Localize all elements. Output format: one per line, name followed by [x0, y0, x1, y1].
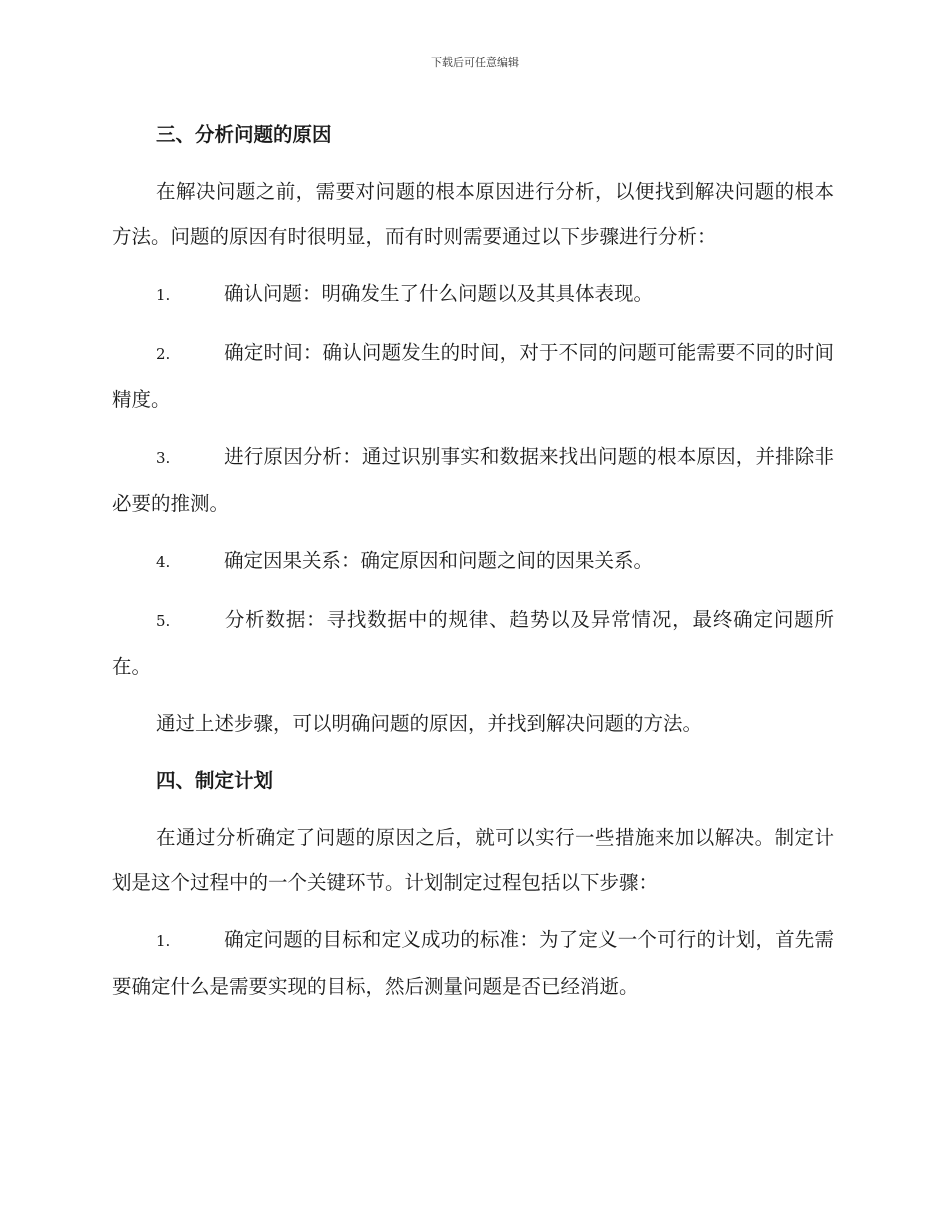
list-item-text: 确定因果关系：确定原因和问题之间的因果关系。: [224, 549, 654, 572]
section-3-intro: 在解决问题之前，需要对问题的根本原因进行分析，以便找到解决问题的根本方法。问题的原因有时很明显，而有时则需要通过以下步骤进行分析：: [112, 180, 834, 248]
list-number: 5.: [156, 612, 171, 630]
list-item: [112, 271, 834, 318]
list-number: 4.: [156, 553, 171, 571]
list-item-text: 分析数据：寻找数据中的规律、趋势以及异常情况，最终确定问题所在。: [112, 608, 834, 678]
list-number: 3.: [156, 449, 171, 467]
section-3-conclusion: 通过上述步骤，可以明确问题的原因，并找到解决问题的方法。: [156, 712, 703, 735]
list-number: 1.: [156, 286, 171, 304]
document-body: [112, 112, 834, 1021]
list-item-text: 确认问题：明确发生了什么问题以及其具体表现。: [224, 282, 654, 305]
list-item: [112, 917, 834, 1009]
page-header: 下载后可任意编辑: [431, 56, 519, 69]
list-item: [112, 434, 834, 526]
list-item-text: 确定时间：确认问题发生的时间，对于不同的问题可能需要不同的时间精度。: [112, 341, 834, 411]
list-item: [112, 597, 834, 689]
list-item-text: 确定问题的目标和定义成功的标准：为了定义一个可行的计划，首先需要确定什么是需要实现的目标，然后测量问题是否已经消逝。: [112, 928, 834, 998]
section-4-intro: 在通过分析确定了问题的原因之后，就可以实行一些措施来加以解决。制定计划是这个过程中的一个关键环节。计划制定过程包括以下步骤：: [112, 826, 834, 894]
list-number: 1.: [156, 932, 171, 950]
section-heading-3: 三、分析问题的原因: [156, 123, 332, 146]
section-heading-4: 四、制定计划: [156, 769, 274, 792]
list-item: [112, 538, 834, 585]
list-number: 2.: [156, 345, 171, 363]
list-item-text: 进行原因分析：通过识别事实和数据来找出问题的根本原因，并排除非必要的推测。: [112, 445, 834, 515]
list-item: [112, 330, 834, 422]
